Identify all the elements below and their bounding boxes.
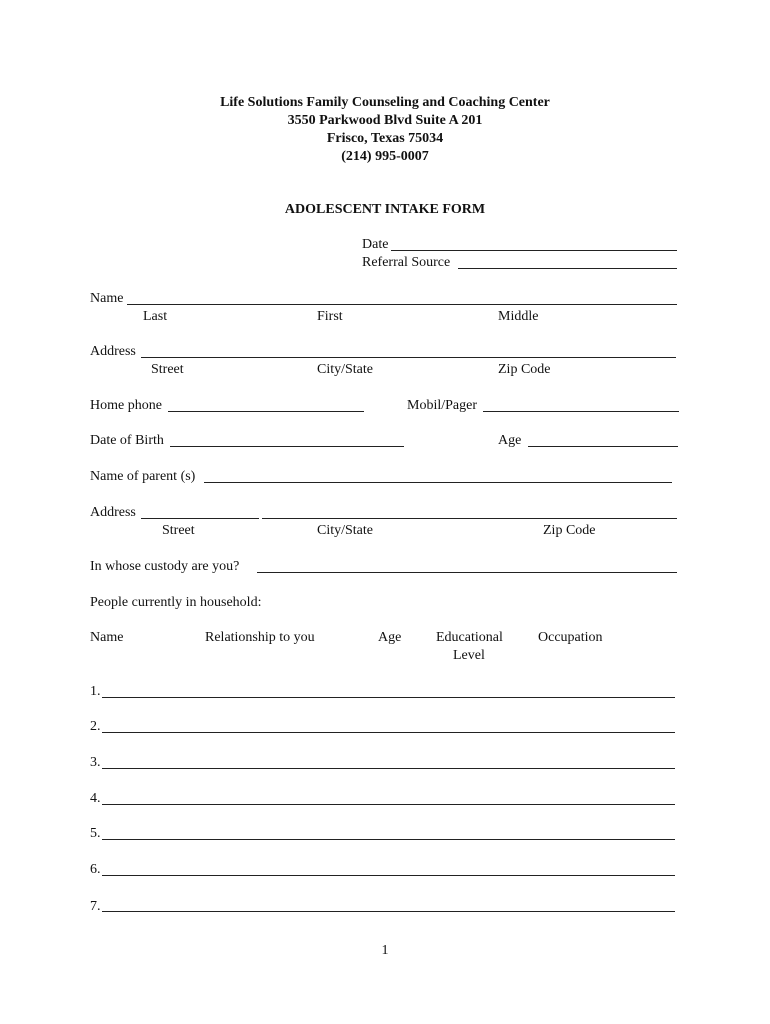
- mobil-pager-field[interactable]: [483, 411, 679, 412]
- form-title: ADOLESCENT INTAKE FORM: [284, 202, 486, 217]
- page-number: 1: [381, 943, 389, 958]
- household-row-field-5[interactable]: [102, 839, 675, 840]
- home-phone-field[interactable]: [168, 411, 364, 412]
- household-label: People currently in household:: [90, 595, 262, 610]
- dob-label: Date of Birth: [90, 433, 164, 448]
- parent-name-label: Name of parent (s): [90, 469, 196, 484]
- household-row-field-4[interactable]: [102, 804, 675, 805]
- parent-address-street-caption: Street: [162, 523, 195, 538]
- household-row-number: 2.: [90, 719, 101, 734]
- name-label: Name: [90, 291, 124, 306]
- parent-name-field[interactable]: [204, 482, 672, 483]
- parent-address-field-part1[interactable]: [141, 518, 259, 519]
- address-street-caption: Street: [151, 362, 184, 377]
- name-field[interactable]: [127, 304, 677, 305]
- date-field[interactable]: [391, 250, 677, 251]
- parent-address-city-state-caption: City/State: [317, 523, 373, 538]
- household-row-field-1[interactable]: [102, 697, 675, 698]
- address-field[interactable]: [141, 357, 676, 358]
- custody-field[interactable]: [257, 572, 677, 573]
- household-col-educational: Educational: [436, 630, 503, 645]
- household-row-number: 6.: [90, 862, 101, 877]
- address-label: Address: [90, 344, 136, 359]
- household-row-number: 5.: [90, 826, 101, 841]
- org-phone: (214) 995-0007: [341, 149, 429, 164]
- household-row-number: 4.: [90, 791, 101, 806]
- org-address: 3550 Parkwood Blvd Suite A 201: [287, 113, 483, 128]
- household-row-field-3[interactable]: [102, 768, 675, 769]
- mobil-pager-label: Mobil/Pager: [407, 398, 477, 413]
- referral-source-field[interactable]: [458, 268, 677, 269]
- household-row-field-2[interactable]: [102, 732, 675, 733]
- household-row-number: 7.: [90, 899, 101, 914]
- parent-address-field-part2[interactable]: [262, 518, 677, 519]
- parent-address-label: Address: [90, 505, 136, 520]
- dob-field[interactable]: [170, 446, 404, 447]
- name-first-caption: First: [317, 309, 343, 324]
- household-row-field-6[interactable]: [102, 875, 675, 876]
- org-city: Frisco, Texas 75034: [326, 131, 444, 146]
- household-col-occupation: Occupation: [538, 630, 603, 645]
- household-col-relationship: Relationship to you: [205, 630, 315, 645]
- address-city-state-caption: City/State: [317, 362, 373, 377]
- name-last-caption: Last: [143, 309, 168, 324]
- household-row-number: 3.: [90, 755, 101, 770]
- age-label: Age: [498, 433, 522, 448]
- org-name: Life Solutions Family Counseling and Coaching Center: [220, 95, 550, 110]
- age-field[interactable]: [528, 446, 678, 447]
- referral-source-label: Referral Source: [362, 255, 451, 270]
- parent-address-zip-caption: Zip Code: [543, 523, 596, 538]
- address-zip-caption: Zip Code: [498, 362, 551, 377]
- name-middle-caption: Middle: [498, 309, 539, 324]
- date-label: Date: [362, 237, 389, 252]
- household-col-level: Level: [453, 648, 485, 663]
- household-col-name: Name: [90, 630, 124, 645]
- home-phone-label: Home phone: [90, 398, 162, 413]
- household-row-number: 1.: [90, 684, 101, 699]
- household-col-age: Age: [378, 630, 402, 645]
- household-row-field-7[interactable]: [102, 911, 675, 912]
- custody-label: In whose custody are you?: [90, 559, 240, 574]
